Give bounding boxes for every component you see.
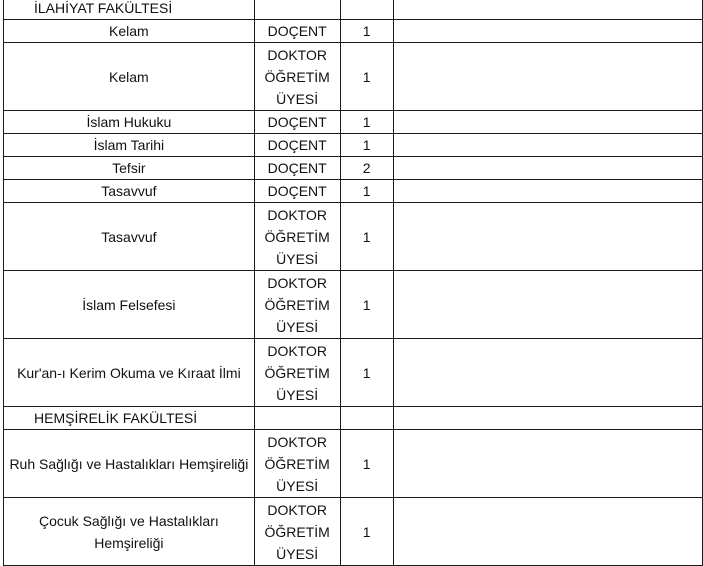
note-cell xyxy=(393,20,702,43)
title-line: ÜYESİ xyxy=(276,386,319,403)
count-cell: 1 xyxy=(340,20,393,43)
department-cell: İslam Felsefesi xyxy=(4,271,255,339)
table-row xyxy=(4,430,703,498)
count-cell xyxy=(340,0,393,20)
count-cell: 1 xyxy=(340,498,393,566)
count-cell: 1 xyxy=(340,111,393,134)
note-cell xyxy=(393,407,702,430)
title-cell: DOÇENT xyxy=(254,157,340,180)
count-cell: 1 xyxy=(340,203,393,271)
note-cell xyxy=(393,157,702,180)
title-cell xyxy=(254,43,340,111)
title-cell: DOÇENT xyxy=(254,111,340,134)
faculty-header-row xyxy=(4,0,703,20)
count-cell xyxy=(340,407,393,430)
title-line: ÜYESİ xyxy=(276,318,319,335)
title-cell xyxy=(254,407,340,430)
title-line: DOKTOR xyxy=(267,342,327,359)
title-line: ÜYESİ xyxy=(276,545,319,562)
title-cell: DOÇENT xyxy=(254,134,340,157)
count-cell: 1 xyxy=(340,271,393,339)
title-cell xyxy=(254,0,340,20)
table-row xyxy=(4,203,703,271)
title-line: ÖĞRETİM xyxy=(264,68,330,85)
title-line: DOKTOR xyxy=(267,206,327,223)
count-cell: 1 xyxy=(340,339,393,407)
note-cell xyxy=(393,430,702,498)
title-line: DOKTOR xyxy=(267,433,327,450)
title-line: ÖĞRETİM xyxy=(264,228,330,245)
department-cell: Tefsir xyxy=(4,157,255,180)
faculty-name: İLAHİYAT FAKÜLTESİ xyxy=(4,0,255,20)
title-line: ÖĞRETİM xyxy=(264,455,330,472)
note-cell xyxy=(393,111,702,134)
table-row xyxy=(4,20,703,43)
department-cell: Kelam xyxy=(4,20,255,43)
table-row xyxy=(4,111,703,134)
department-cell: Tasavvuf xyxy=(4,203,255,271)
count-cell: 2 xyxy=(340,157,393,180)
note-cell xyxy=(393,43,702,111)
department-cell: Çocuk Sağlığı ve Hastalıkları Hemşireliği xyxy=(4,498,255,566)
note-cell xyxy=(393,0,702,20)
title-line: ÖĞRETİM xyxy=(264,364,330,381)
department-cell: Ruh Sağlığı ve Hastalıkları Hemşireliği xyxy=(4,430,255,498)
title-line: ÜYESİ xyxy=(276,250,319,267)
title-cell xyxy=(254,430,340,498)
table-row xyxy=(4,271,703,339)
note-cell xyxy=(393,134,702,157)
note-cell xyxy=(393,271,702,339)
table-row xyxy=(4,180,703,203)
department-cell: İslam Tarihi xyxy=(4,134,255,157)
title-cell xyxy=(254,203,340,271)
title-line: ÜYESİ xyxy=(276,90,319,107)
title-line: DOKTOR xyxy=(267,46,327,63)
title-line: ÜYESİ xyxy=(276,477,319,494)
department-cell: Kur'an-ı Kerim Okuma ve Kıraat İlmi xyxy=(4,339,255,407)
title-cell xyxy=(254,498,340,566)
staff-positions-table xyxy=(3,0,703,566)
title-cell: DOÇENT xyxy=(254,20,340,43)
table-row xyxy=(4,43,703,111)
table-row xyxy=(4,498,703,566)
title-line: DOKTOR xyxy=(267,274,327,291)
title-cell xyxy=(254,271,340,339)
title-cell xyxy=(254,339,340,407)
department-cell: İslam Hukuku xyxy=(4,111,255,134)
faculty-name: HEMŞİRELİK FAKÜLTESİ xyxy=(4,407,255,430)
table-row xyxy=(4,134,703,157)
count-cell: 1 xyxy=(340,134,393,157)
title-line: ÖĞRETİM xyxy=(264,523,330,540)
title-cell: DOÇENT xyxy=(254,180,340,203)
department-cell: Tasavvuf xyxy=(4,180,255,203)
title-line: ÖĞRETİM xyxy=(264,296,330,313)
note-cell xyxy=(393,180,702,203)
department-cell: Kelam xyxy=(4,43,255,111)
count-cell: 1 xyxy=(340,180,393,203)
table-row xyxy=(4,157,703,180)
table-row xyxy=(4,339,703,407)
count-cell: 1 xyxy=(340,430,393,498)
count-cell: 1 xyxy=(340,43,393,111)
note-cell xyxy=(393,339,702,407)
note-cell xyxy=(393,498,702,566)
title-line: DOKTOR xyxy=(267,501,327,518)
faculty-header-row xyxy=(4,407,703,430)
note-cell xyxy=(393,203,702,271)
